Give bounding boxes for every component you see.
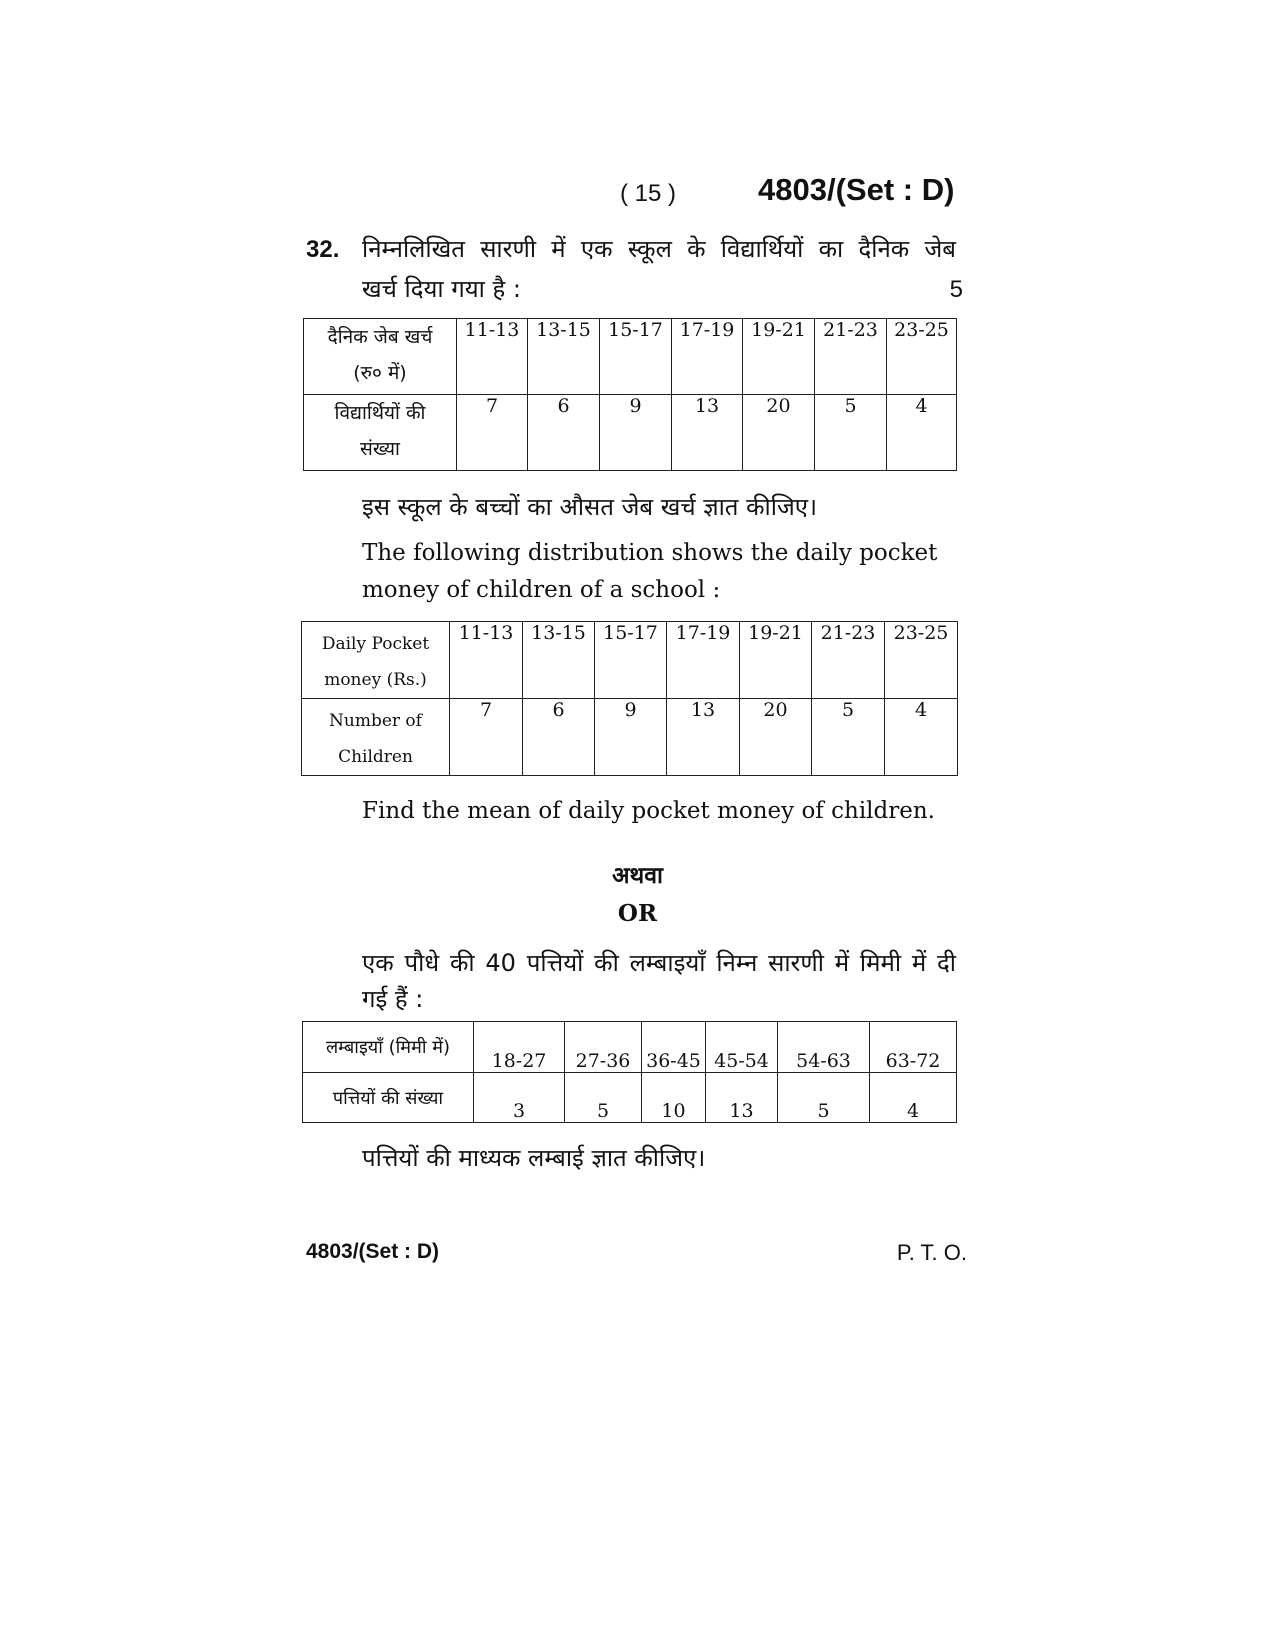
table-cell: 10 — [642, 1073, 706, 1123]
marks: 5 — [949, 276, 963, 303]
row-label — [304, 319, 457, 395]
row-label: लम्बाइयाँ (मिमी में) — [303, 1022, 474, 1073]
table-cell: 5 — [815, 395, 887, 471]
row-label-line2: Children — [338, 747, 413, 767]
or-hindi: अथवा — [611, 863, 663, 889]
table-cell: 20 — [743, 395, 815, 471]
table-cell: 63-72 — [870, 1022, 957, 1073]
set-code-header: 4803/(Set : D) — [758, 172, 955, 207]
table-cell: 4 — [885, 699, 958, 776]
table-cell: 11-13 — [450, 622, 523, 699]
table-cell: 54-63 — [778, 1022, 870, 1073]
table-cell: 27-36 — [565, 1022, 642, 1073]
table-row — [303, 1073, 957, 1123]
hindi-pocket-money-table — [303, 318, 957, 471]
row-label-line2: संख्या — [360, 438, 400, 460]
table-cell: 19-21 — [740, 622, 812, 699]
row-label-line1: विद्यार्थियों की — [334, 402, 426, 424]
table-cell: 15-17 — [595, 622, 667, 699]
hindi-task: इस स्कूल के बच्चों का औसत जेब खर्च ज्ञात कीजिए। — [362, 493, 818, 521]
table-cell: 23-25 — [887, 319, 957, 395]
table-cell: 20 — [740, 699, 812, 776]
row-label: पत्तियों की संख्या — [303, 1073, 474, 1123]
table-cell: 13-15 — [528, 319, 600, 395]
english-intro-line1: The following distribution shows the daily pocket — [362, 540, 938, 566]
table-cell: 13 — [706, 1073, 778, 1123]
table-cell: 15-17 — [600, 319, 672, 395]
table-cell: 13 — [672, 395, 743, 471]
table-cell: 9 — [595, 699, 667, 776]
pto-label: P. T. O. — [896, 1240, 967, 1265]
english-task: Find the mean of daily pocket money of children. — [362, 798, 935, 824]
table-cell: 6 — [528, 395, 600, 471]
or-english: OR — [617, 900, 658, 927]
table-cell: 17-19 — [667, 622, 740, 699]
table-row — [304, 395, 957, 471]
table-cell: 7 — [457, 395, 528, 471]
english-intro-line2: money of children of a school : — [362, 577, 721, 603]
row-label-line2: money (Rs.) — [324, 670, 427, 690]
table-cell: 23-25 — [885, 622, 958, 699]
table-cell: 4 — [870, 1073, 957, 1123]
table-cell: 6 — [523, 699, 595, 776]
table-cell: 13 — [667, 699, 740, 776]
table-cell: 5 — [778, 1073, 870, 1123]
row-label — [304, 395, 457, 471]
table-cell: 5 — [565, 1073, 642, 1123]
table-cell: 18-27 — [474, 1022, 565, 1073]
table-row — [304, 319, 957, 395]
leaf-length-table — [302, 1021, 957, 1123]
hindi-intro-line2: खर्च दिया गया है : — [362, 275, 521, 303]
table-cell: 21-23 — [812, 622, 885, 699]
row-label — [302, 699, 450, 776]
row-label-line2: (रु० में) — [353, 362, 407, 384]
table-cell: 36-45 — [642, 1022, 706, 1073]
table-cell: 45-54 — [706, 1022, 778, 1073]
row-label — [302, 622, 450, 699]
table-cell: 17-19 — [672, 319, 743, 395]
table-cell: 13-15 — [523, 622, 595, 699]
hindi-intro-line1: निम्नलिखित सारणी में एक स्कूल के विद्यार्थियों का दैनिक जेब — [362, 235, 956, 263]
table-cell: 21-23 — [815, 319, 887, 395]
question-number: 32. — [306, 236, 340, 263]
row-label-line1: Daily Pocket — [321, 634, 430, 654]
table-cell: 11-13 — [457, 319, 528, 395]
row-label-line1: Number of — [329, 711, 422, 731]
table-cell: 4 — [887, 395, 957, 471]
table-row — [302, 699, 958, 776]
table-cell: 3 — [474, 1073, 565, 1123]
table-cell: 19-21 — [743, 319, 815, 395]
set-code-footer: 4803/(Set : D) — [306, 1240, 440, 1263]
table-row — [302, 622, 958, 699]
english-pocket-money-table — [301, 621, 958, 776]
table-cell: 9 — [600, 395, 672, 471]
alt-task: पत्तियों की माध्यक लम्बाई ज्ञात कीजिए। — [362, 1144, 706, 1172]
table-cell: 5 — [812, 699, 885, 776]
table-row — [303, 1022, 957, 1073]
table-cell: 7 — [450, 699, 523, 776]
page-number: ( 15 ) — [620, 180, 677, 207]
alt-hindi-line1: एक पौधे की 40 पत्तियों की लम्बाइयाँ निम्न सारणी में मिमी में दी — [362, 949, 956, 977]
row-label-line1: दैनिक जेब खर्च — [327, 326, 433, 348]
alt-hindi-line2: गई हैं : — [362, 985, 424, 1013]
